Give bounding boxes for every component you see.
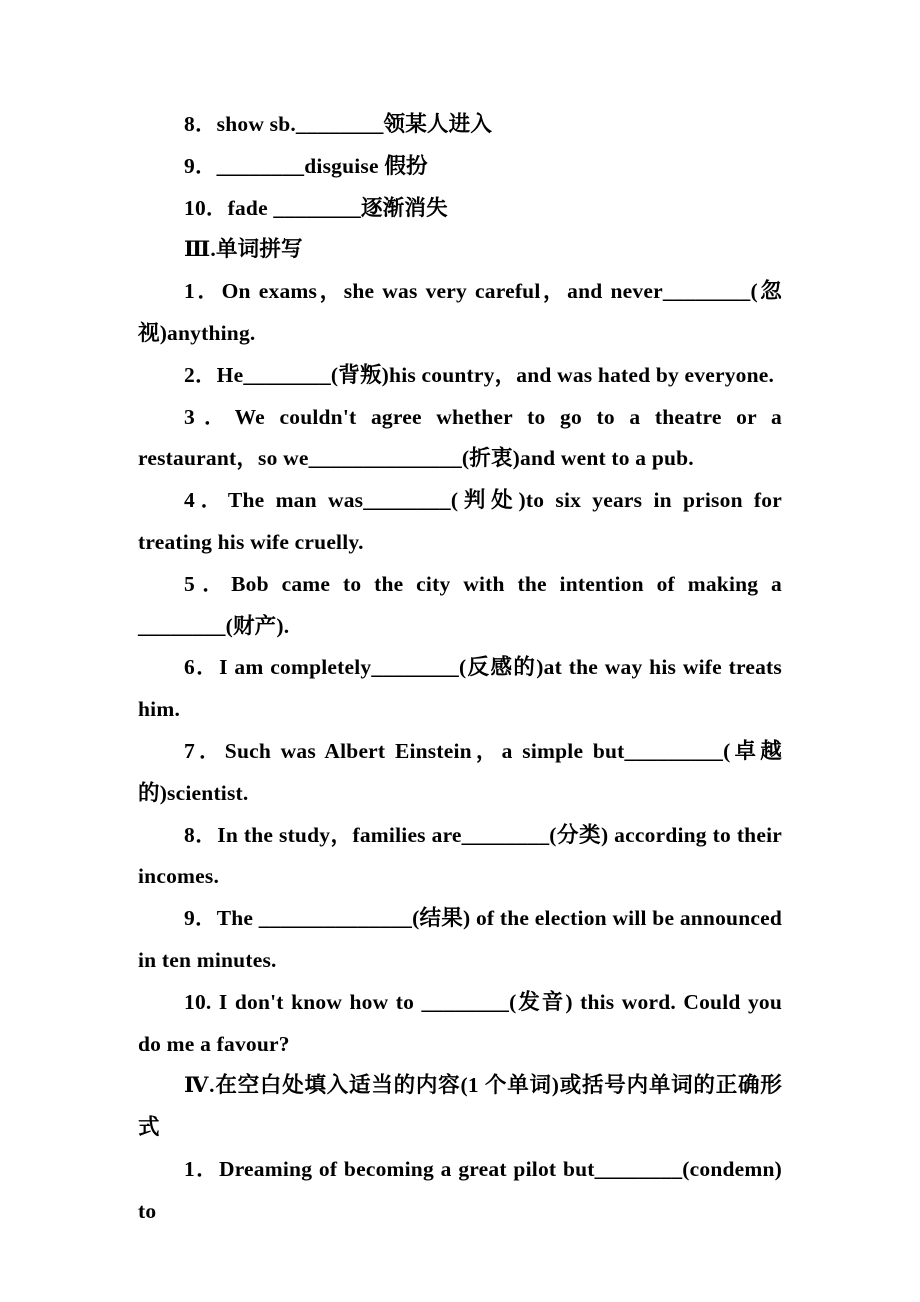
spelling-item-8-classified: 8．In the study，families are________(分类) according to their incomes.: [138, 822, 782, 889]
spelling-item-3-compromise: 3．We couldn't agree whether to go to a theatre or a restaurant，so we______________(折衷)and went to a pub.: [138, 404, 782, 471]
phrase-item-10-fade: 10．fade ________逐渐消失: [184, 195, 448, 220]
section-heading-3-word-spelling: Ⅲ.单词拼写: [184, 237, 303, 262]
spelling-item-2-betray: 2．He________(背叛)his country，and was hated by everyone.: [184, 362, 775, 387]
spelling-item-4-sentence: 4．The man was________(判处)to six years in prison for treating his wife cruelly.: [138, 488, 782, 554]
phrase-item-8-show-sb: 8．show sb.________领某人进入: [184, 112, 493, 136]
spelling-item-6-disgusted: 6．I am completely________(反感的)at the way his wife treats him.: [138, 655, 782, 722]
spelling-item-9-result: 9．The ______________(结果) of the election will be announced in ten minutes.: [138, 906, 782, 972]
spelling-item-1-overlook: 1．On exams，she was very careful，and never________(忽视)anything.: [138, 279, 782, 345]
spelling-item-7-outstanding: 7．Such was Albert Einstein，a simple but_________(卓越的)scientist.: [138, 738, 782, 805]
phrase-item-9-disguise: 9．________disguise 假扮: [184, 153, 428, 178]
spelling-item-10-pronounce: 10. I don't know how to ________(发音) this word. Could you do me a favour?: [138, 989, 782, 1056]
section-heading-4-fill-in-blanks: Ⅳ.在空白处填入适当的内容(1 个单词)或括号内单词的正确形式: [138, 1073, 782, 1140]
blank-item-1-condemn: 1．Dreaming of becoming a great pilot but________(condemn) to: [138, 1156, 782, 1223]
spelling-item-5-fortune: 5．Bob came to the city with the intention of making a ________(财产).: [138, 571, 782, 638]
